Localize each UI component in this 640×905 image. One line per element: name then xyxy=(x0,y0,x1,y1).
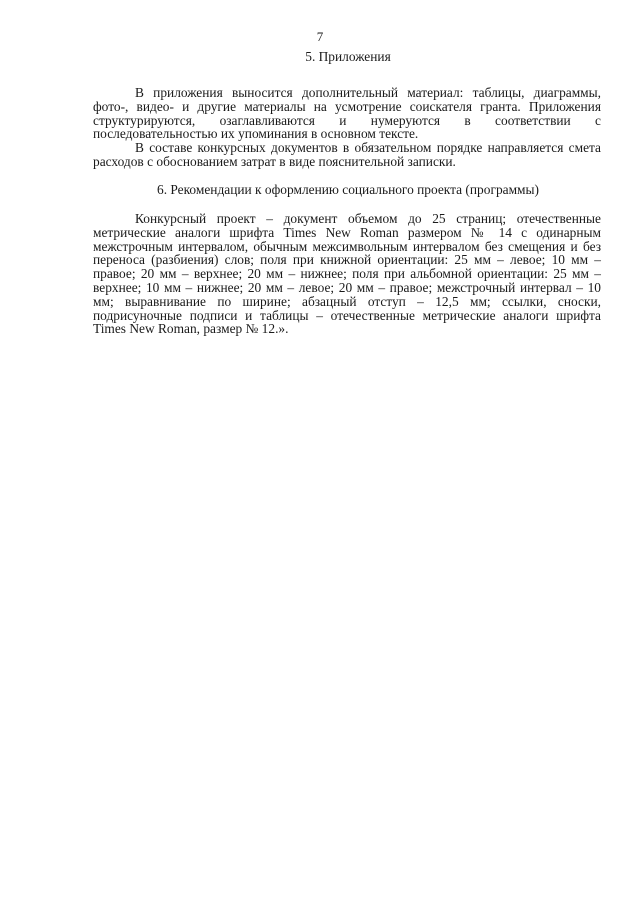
section-5-body xyxy=(93,86,601,169)
section-6-title: 6. Рекомендации к оформлению социального проекта (программы) xyxy=(157,182,539,197)
section-5-paragraph: В приложения выносится дополнительный материал: таблицы, диаграммы, фото-, видео- и другие материалы на усмотрение соискателя гранта. Приложения структурируются, озаглавливаются и нумеруются в соответствии с последовательностью их упоминания в основном тексте. xyxy=(93,85,601,142)
page-number: 7 xyxy=(316,29,324,44)
section-5-title: 5. Приложения xyxy=(305,49,391,64)
section-5-paragraph: В составе конкурсных документов в обязательном порядке направляется смета расходов с обоснованием затрат в виде пояснительной записки. xyxy=(93,140,601,169)
section-6-body xyxy=(93,212,601,336)
section-6-paragraph: Конкурсный проект – документ объемом до 25 страниц; отечественные метрические аналоги шрифта Times New Roman размером № 14 с одинарным межстрочным интервалом, обычным межсимвольным интервалом без смещения и без переноса (разбиения) слов; поля при книжной ориентации: 25 мм – левое; 10 мм – правое; 20 мм – верхнее; 20 мм – нижнее; поля при альбомной ориентации: 25 мм – верхнее; 10 мм – нижнее; 20 мм – левое; 20 мм – правое; межстрочный интервал – 10 мм; выравнивание по ширине; абзацный отступ – 12,5 мм; ссылки, сноски, подрисуночные подписи и таблицы – отечественные метрические аналоги шрифта Times New Roman, размер № 12.». xyxy=(93,211,601,337)
